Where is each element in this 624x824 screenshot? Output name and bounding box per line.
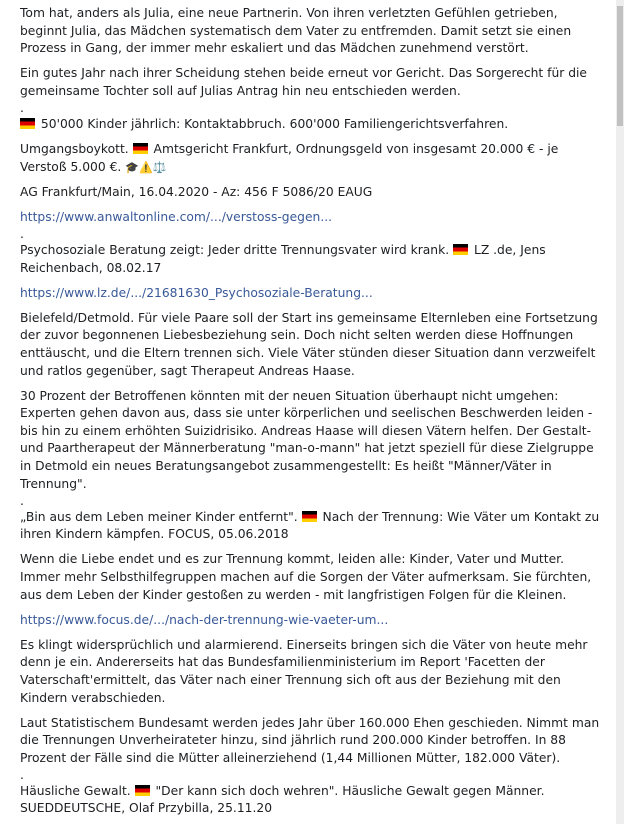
text-paragraph	[20, 141, 604, 176]
paragraph-text: Bielefeld/Detmold. Für viele Paare soll der Start ins gemeinsame Elternleben eine Fortsetzung der zuvor begonnenen Liebesbeziehung sein. Doch nicht selten werden diese Hoffnungen enttäuscht, und die Eltern trennen sich. Viele Väter stünden dieser Situation dann verzweifelt und ratlos gegenüber, sagt Therapeut Andreas Haase.	[20, 310, 598, 378]
german-flag-icon	[135, 785, 150, 796]
german-flag-icon	[302, 511, 317, 522]
paragraph-text: "Der kann sich doch wehren". Häusliche Gewalt gegen Männer. SUEDDEUTSCHE, Olaf Przybilla, 25.11.20	[20, 783, 545, 816]
paragraph-lead: Häusliche Gewalt.	[20, 783, 131, 798]
post-link[interactable]: https://www.focus.de/.../nach-der-trennung-wie-vaeter-um...	[20, 612, 389, 627]
paragraph-text: AG Frankfurt/Main, 16.04.2020 - Az: 456 F 5086/20 EAUG	[20, 184, 373, 199]
paragraph-text: Laut Statistischem Bundesamt werden jedes Jahr über 160.000 Ehen geschieden. Nimmt man die Trennungen Unverheirateter hinzu, sind jährlich rund 200.000 Kinder betroffen. In 88 Prozent der Fälle sind die Mütter alleinerziehend (1,44 Millionen Mütter, 182.000 Väter).	[20, 715, 600, 765]
separator-dot: .	[20, 100, 24, 115]
paragraph-text: Es klingt widersprüchlich und alarmierend. Einerseits bringen sich die Väter von heute mehr denn je ein. Andererseits hat das Bundesfamilienministerium im Report 'Facetten der Vaterschaft'ermittelt, das Väter nach einer Trennung sich oft aus der Beziehung mit den Kindern verabschieden.	[20, 637, 588, 705]
text-paragraph	[20, 116, 604, 134]
link-paragraph	[20, 612, 604, 630]
separator-dot: .	[20, 493, 24, 508]
text-paragraph	[20, 637, 604, 707]
separator-dot: .	[20, 767, 24, 782]
text-paragraph	[20, 509, 604, 544]
paragraph-text: Amtsgericht Frankfurt, Ordnungsgeld von insgesamt 20.000 € - je Verstoß 5.000 €.	[20, 142, 559, 174]
text-paragraph	[20, 5, 604, 58]
german-flag-icon	[453, 244, 468, 255]
paragraph-text: Ein gutes Jahr nach ihrer Scheidung stehen beide erneut vor Gericht. Das Sorgerecht für die gemeinsame Tochter soll auf Julias Antrag hin neu entschieden werden.	[20, 66, 587, 98]
paragraph-text: Nach der Trennung: Wie Väter um Kontakt zu ihren Kindern kämpfen. FOCUS, 05.06.2018	[20, 509, 600, 542]
text-paragraph	[20, 388, 604, 494]
link-paragraph	[20, 209, 604, 227]
german-flag-icon	[133, 143, 148, 154]
text-paragraph	[20, 65, 604, 100]
text-paragraph	[20, 310, 604, 380]
paragraph-lead: Psychosoziale Beratung zeigt: Jeder dritte Trennungsvater wird krank.	[20, 242, 450, 257]
text-paragraph	[20, 242, 604, 277]
paragraph-lead: Umgangsboykott.	[20, 142, 129, 157]
emoji-icons: 🎓⚠️⚖️	[125, 160, 167, 174]
text-paragraph	[20, 783, 604, 818]
post-link[interactable]: https://www.anwaltonline.com/.../verstoss-gegen...	[20, 209, 333, 224]
paragraph-lead: „Bin aus dem Leben meiner Kinder entfernt".	[20, 509, 298, 524]
scrollbar-thumb[interactable]	[617, 6, 623, 126]
text-paragraph	[20, 551, 604, 604]
text-paragraph	[20, 184, 604, 202]
paragraph-text: Wenn die Liebe endet und es zur Trennung kommt, leiden alle: Kinder, Vater und Mutter. Immer mehr Selbsthilfegruppen machen auf die Sorgen der Väter aufmerksam. Sie fürchten, aus dem Leben der Kinder gestoßen zu werden - mit langfristigen Folgen für die Kleinen.	[20, 552, 592, 602]
separator-dot: .	[20, 226, 24, 241]
german-flag-icon	[20, 118, 35, 129]
paragraph-text: 30 Prozent der Betroffenen könnten mit der neuen Situation überhaupt nicht umgehen: Experten gehen davon aus, dass sie unter körperlichen und seelischen Beschwerden leiden - bis hin zu einem erhöhten Suizidrisiko. Andreas Haase will diesen Vätern helfen. Der Gestalt- und Paartherapeut der Männerberatung "man-o-mann" hat jetzt speziell für diese Zielgruppe in Detmold ein neues Beratungsangebot zusammengestellt: Es heißt "Männer/Väter in Trennung".	[20, 388, 594, 491]
text-paragraph	[20, 715, 604, 768]
paragraph-text: 50'000 Kinder jährlich: Kontaktabbruch. 600'000 Familiengerichtsverfahren.	[40, 116, 509, 131]
paragraph-text: LZ .de, Jens Reichenbach, 08.02.17	[20, 242, 546, 275]
post-link[interactable]: https://www.lz.de/.../21681630_Psychosoziale-Beratung...	[20, 285, 373, 300]
scrollbar[interactable]	[616, 0, 624, 824]
paragraph-text: Tom hat, anders als Julia, eine neue Partnerin. Von ihren verletzten Gefühlen getrieben, beginnt Julia, das Mädchen systematisch dem Vater zu entfremden. Damit setzt sie einen Prozess in Gang, der immer mehr eskaliert und das Mädchen zunehmend verstört.	[20, 6, 572, 56]
link-paragraph	[20, 285, 604, 303]
